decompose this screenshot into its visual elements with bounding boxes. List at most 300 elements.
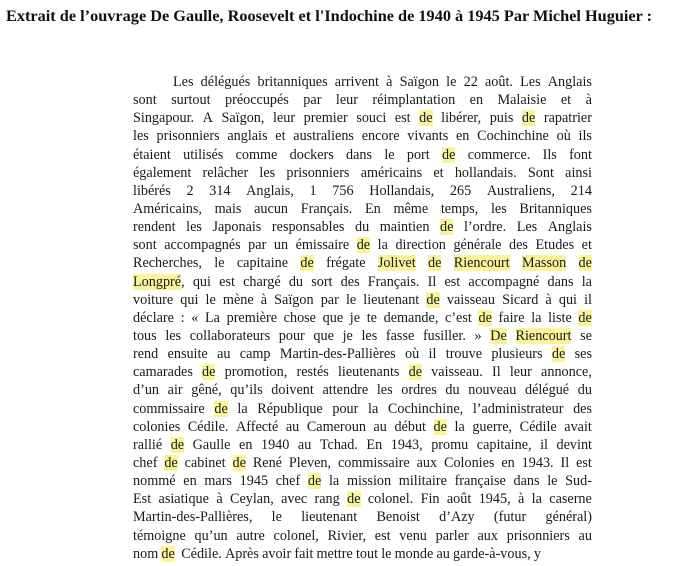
word: est (374, 527, 391, 544)
word: il (540, 436, 548, 453)
word: te (366, 309, 377, 326)
scanned-excerpt (133, 73, 592, 563)
word: qui (558, 291, 577, 308)
word: et (560, 92, 572, 109)
word: Etudes (535, 237, 575, 254)
word: les (186, 219, 202, 236)
word: Ceylan, (230, 491, 274, 508)
highlighted-term: de (433, 418, 447, 435)
word: monde (394, 545, 434, 562)
word: gêné, (191, 382, 222, 399)
word: Tchad. (319, 436, 358, 453)
text-line (133, 236, 592, 254)
word: la (377, 237, 388, 254)
word: les (376, 382, 393, 399)
word: venu (399, 527, 427, 544)
word: la (454, 418, 465, 435)
word: dans (513, 473, 540, 490)
word: chose (283, 309, 316, 326)
word: En (366, 436, 383, 453)
word: Saïgon (399, 74, 439, 90)
word: Recherches, (133, 255, 202, 272)
word: début (394, 418, 426, 435)
word-highlighted (171, 436, 184, 454)
word: promotion, (224, 364, 288, 381)
word: par (303, 92, 322, 109)
highlighted-term: de (347, 491, 361, 508)
word: le (381, 545, 392, 562)
word: responsables (271, 219, 345, 236)
word-highlighted (428, 254, 441, 272)
word: En (365, 200, 381, 217)
word: Colonies (444, 454, 495, 471)
word: il (428, 346, 437, 363)
text-line (133, 309, 592, 327)
word: Cédile (519, 418, 557, 435)
word: qui (180, 291, 199, 308)
word: colonel, (273, 527, 319, 544)
word: la (328, 473, 340, 490)
word: pour (332, 400, 359, 417)
word: la (531, 309, 542, 326)
word: pour (278, 327, 305, 344)
word: 265 (449, 182, 472, 199)
word: 1943. (521, 454, 554, 471)
word: Martin-des-Pallières (279, 346, 396, 363)
word-highlighted (161, 545, 178, 563)
word: autre (236, 527, 265, 544)
word: y (533, 545, 541, 562)
word: d’Azy (439, 509, 475, 526)
highlighted-term: de (408, 364, 422, 381)
word: voiture (133, 291, 174, 308)
highlighted-term: de (440, 219, 454, 236)
word: colonies (133, 418, 181, 435)
word: en (455, 128, 470, 145)
word: britanniques (257, 74, 328, 90)
highlighted-term: de (307, 473, 322, 490)
word-highlighted (357, 236, 370, 254)
highlighted-term: Riencourt (453, 255, 510, 272)
word: Japonais (212, 219, 262, 236)
word: puis (489, 110, 514, 127)
word: fusiller. (422, 327, 466, 344)
word: australiens (293, 128, 354, 145)
word: mène (222, 291, 254, 308)
word: ordres (401, 382, 437, 399)
word: aux (416, 454, 438, 471)
word: le (214, 255, 225, 272)
word: le (384, 146, 395, 163)
word: d’un (133, 382, 160, 399)
word-highlighted (522, 254, 566, 272)
highlighted-term: De (490, 327, 507, 344)
word: première (226, 309, 278, 326)
word: libérés (133, 182, 171, 199)
word: où (556, 128, 571, 145)
word: au (436, 545, 450, 562)
word: à (216, 491, 223, 508)
word: nommé (133, 473, 176, 490)
word: est (394, 110, 411, 127)
word: annonce, (541, 364, 592, 381)
highlighted-term: de (164, 454, 178, 471)
text-line (133, 508, 592, 526)
word: font (569, 146, 592, 163)
word: Américains, (133, 200, 202, 217)
highlighted-term: Longpré (133, 273, 182, 290)
word: maintien (379, 219, 430, 236)
word: parler (435, 527, 469, 544)
word: Australiens, (486, 182, 555, 199)
word: Cochinchine, (387, 400, 464, 417)
highlighted-term: de (202, 364, 216, 381)
word: devint (556, 436, 592, 453)
word: vaisseau (446, 291, 495, 308)
word: leur (273, 110, 296, 127)
word: je (349, 309, 361, 326)
word: camarades (133, 364, 193, 381)
word: Ils (542, 146, 557, 163)
word: dans (547, 273, 574, 290)
highlighted-term: Riencourt (515, 327, 572, 344)
text-line (133, 109, 592, 127)
word: « (191, 309, 199, 326)
word: rallié (133, 436, 163, 453)
word: Fin (420, 491, 440, 508)
word: délégués (200, 74, 251, 90)
word: qu’ils (230, 382, 263, 399)
word-highlighted (300, 254, 313, 272)
word: Sont (527, 164, 554, 181)
text-line (133, 327, 592, 345)
word: aux (477, 527, 498, 544)
word: liste (548, 309, 572, 326)
word: à (260, 291, 268, 308)
word: au (297, 436, 312, 453)
text-line (133, 363, 592, 381)
word: capitaine (236, 255, 289, 272)
highlighted-term: de (426, 291, 440, 308)
highlighted-term: de (232, 454, 246, 471)
word: mais (214, 200, 242, 217)
word: libérer, (441, 110, 482, 127)
word: 1943, (390, 436, 423, 453)
word: 1 (309, 182, 317, 199)
word: restés (296, 364, 329, 381)
word: prisonniers (506, 527, 570, 544)
word: garde-à-vous, (453, 545, 531, 562)
word: leur (335, 92, 358, 109)
word: 756 (332, 182, 354, 199)
word: général) (545, 509, 592, 526)
word: étaient (133, 146, 171, 163)
word-highlighted (552, 345, 565, 363)
highlighted-term: de (214, 400, 228, 417)
word: souci (356, 110, 387, 127)
highlighted-term: de (356, 237, 371, 254)
word-highlighted (409, 363, 422, 381)
word: 314 (209, 182, 231, 199)
word: : (180, 309, 185, 326)
highlighted-term: de (170, 436, 185, 453)
word: surtout (171, 92, 211, 109)
word: est (444, 273, 461, 290)
text-line (133, 381, 592, 399)
word: il (584, 291, 592, 308)
word: que (322, 309, 344, 326)
word: attendre (322, 382, 369, 399)
word: française (454, 473, 506, 490)
word-highlighted (378, 254, 416, 272)
word: accompagnés (164, 237, 241, 254)
word: colonel. (367, 491, 414, 508)
title-author: Par Michel Huguier : (499, 6, 653, 25)
word: » (474, 327, 482, 344)
word: commerce. (467, 146, 531, 163)
word: les (361, 327, 378, 344)
text-line (133, 73, 592, 91)
word: plusieurs (491, 346, 543, 363)
word: et (581, 237, 592, 254)
word: également (133, 164, 192, 181)
text-line (133, 454, 592, 472)
word: réimplantation (372, 92, 456, 109)
text-line (133, 91, 592, 109)
word: cabinet (184, 454, 226, 471)
word: Martin-des-Pallières, (133, 509, 253, 526)
word: c’est (445, 309, 472, 326)
word: Sud- (565, 473, 592, 490)
word: Cédile. (181, 545, 222, 562)
word: américains (360, 164, 423, 181)
word: Hollandais, (369, 182, 435, 199)
word: Saïgon, (221, 110, 265, 127)
word: au (217, 346, 231, 363)
word: 1940 (260, 436, 290, 453)
word: comme (235, 146, 278, 163)
word: avait (564, 418, 592, 435)
text-line (133, 127, 592, 145)
text-line (133, 182, 592, 200)
word: Français. (300, 200, 353, 217)
word: doivent (271, 382, 314, 399)
word: Anglais (547, 74, 592, 90)
word: que (313, 327, 334, 344)
word: le (446, 74, 457, 90)
word: fasse (385, 327, 415, 344)
word: Il (491, 364, 501, 381)
word: la (368, 400, 379, 417)
word: du (288, 273, 304, 290)
word-highlighted (516, 327, 572, 345)
highlighted-term: de (300, 255, 314, 272)
word: en (183, 473, 197, 490)
word-highlighted (478, 309, 491, 327)
word: 22 (463, 74, 478, 90)
word: ils (578, 128, 592, 145)
word: La (204, 309, 220, 326)
word: port (406, 146, 430, 163)
word: au (285, 418, 300, 435)
word: à (386, 74, 393, 90)
word: faire (498, 309, 525, 326)
word: générale (453, 237, 502, 254)
word: (futur (493, 509, 527, 526)
word: lieutenant (363, 291, 420, 308)
word: les (490, 200, 507, 217)
word: par (320, 291, 339, 308)
word: prisonniers (286, 164, 350, 181)
word: camp (239, 346, 271, 363)
word: sont (133, 92, 157, 109)
word: air (167, 382, 183, 399)
word: Après (224, 545, 259, 562)
word: avoir (262, 545, 292, 562)
word: chargé (243, 273, 281, 290)
word: ses (574, 346, 592, 363)
word: Anglais, (246, 182, 294, 199)
word: des (340, 273, 360, 290)
word: sont (133, 237, 157, 254)
word: frégate (326, 255, 366, 272)
text-line (133, 273, 592, 291)
word: dans (346, 146, 373, 163)
word: Il (560, 454, 570, 471)
word: qui (192, 273, 211, 290)
word-highlighted (233, 454, 246, 472)
word: un (273, 237, 289, 254)
text-line (133, 545, 592, 563)
word: nom (133, 545, 159, 562)
word: se (580, 327, 592, 344)
word: Sicard (502, 291, 539, 308)
word: Singapour. (133, 110, 195, 127)
word: 214 (570, 182, 592, 199)
word: promu (431, 436, 469, 453)
highlighted-term: de (161, 545, 175, 562)
word: vaisseau. (431, 364, 483, 381)
word: collaborateurs (189, 327, 271, 344)
word: les (165, 327, 182, 344)
word: commissaire (337, 454, 410, 471)
title-bold: Extrait de l’ouvrage De Gaulle, Roosevelt et l'Indochine de 1940 à 1945 (6, 6, 500, 25)
word: Benoist (376, 509, 420, 526)
word: mettre (316, 545, 353, 562)
text-line (133, 490, 592, 508)
word-highlighted (214, 400, 227, 418)
word: témoigne (133, 527, 186, 544)
highlighted-term: Masson (522, 255, 567, 272)
text-line (133, 146, 592, 164)
word: je (342, 327, 353, 344)
word: qu’un (194, 527, 228, 544)
word: émissaire (295, 237, 350, 254)
word: le (271, 509, 282, 526)
word: guerre, (472, 418, 513, 435)
word-highlighted (419, 109, 432, 127)
word: fait (294, 545, 314, 562)
word: est (219, 273, 235, 290)
word: et (433, 164, 444, 181)
text-line (133, 527, 592, 545)
word: au (578, 527, 592, 544)
word: caserne (549, 491, 592, 508)
word: Saïgon (274, 291, 314, 308)
word: à (545, 291, 552, 308)
highlighted-term: de (428, 255, 442, 272)
text-line (133, 164, 592, 182)
word: anglais (227, 128, 268, 145)
word: mission (346, 473, 392, 490)
word: leur (509, 364, 532, 381)
word: Il (427, 273, 437, 290)
word: Cameroun (306, 418, 366, 435)
word-highlighted (202, 363, 215, 381)
word: au (373, 418, 387, 435)
word: l’administrateur (472, 400, 564, 417)
word: les (259, 164, 276, 181)
highlighted-term: de (521, 110, 536, 127)
word-highlighted (454, 254, 510, 272)
highlighted-term: de (578, 309, 592, 326)
word: mars (204, 473, 232, 490)
word-highlighted (308, 472, 321, 490)
highlighted-term: Jolivet (377, 255, 416, 272)
word: hollandais. (454, 164, 517, 181)
word: A (202, 110, 213, 127)
word: lieutenant (301, 509, 358, 526)
word: 2 (186, 182, 194, 199)
word: militaire (398, 473, 447, 490)
word: du (577, 382, 592, 399)
word: les (133, 128, 149, 145)
word: temps, (440, 200, 479, 217)
word: tout (355, 545, 379, 562)
highlighted-term: de (551, 346, 566, 363)
word: déclare (133, 309, 174, 326)
word: Gaulle (192, 436, 231, 453)
word: en (501, 454, 515, 471)
word: demande, (383, 309, 439, 326)
word: Affecté (236, 418, 279, 435)
word: rendent (133, 219, 176, 236)
word: 1945 (239, 473, 269, 490)
text-line (133, 400, 592, 418)
word-highlighted (347, 490, 360, 508)
word: et (275, 128, 286, 145)
word-highlighted (490, 327, 507, 345)
word: chef (133, 454, 158, 471)
word: des (509, 237, 528, 254)
word: Rivier, (327, 527, 367, 544)
word: ainsi (565, 164, 592, 181)
word: en (469, 92, 484, 109)
text-line (133, 218, 592, 236)
page-title (6, 6, 678, 26)
word-highlighted (578, 309, 591, 327)
text-line (133, 200, 592, 218)
word: Anglais (547, 219, 592, 236)
text-line (133, 291, 592, 309)
word: du (355, 219, 370, 236)
word: par (248, 237, 267, 254)
word: sort (311, 273, 333, 290)
word: Les (516, 219, 538, 236)
word: le (205, 291, 216, 308)
word: nouveau (468, 382, 517, 399)
word: août (446, 491, 472, 508)
